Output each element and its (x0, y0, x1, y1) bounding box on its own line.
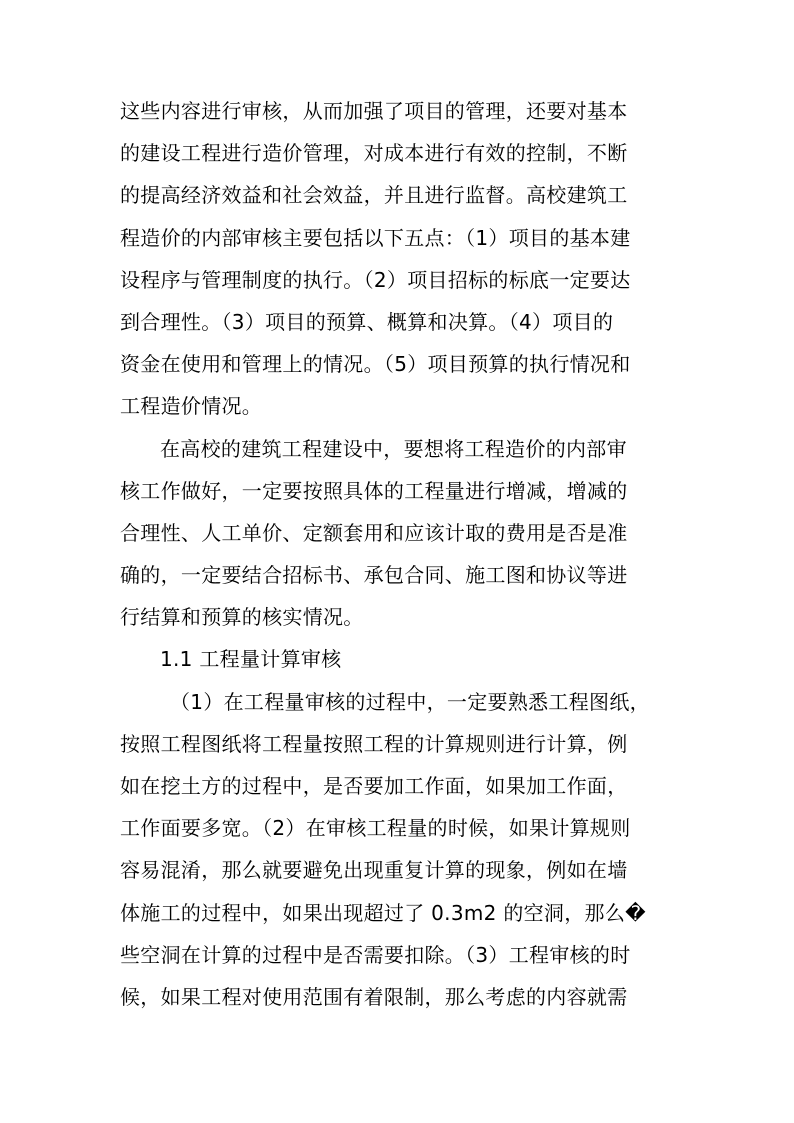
body-text (120, 90, 676, 1018)
text-line: 的建设工程进行造价管理，对成本进行有效的控制，不断 (120, 141, 628, 166)
text-line: 行结算和预算的核实情况。 (120, 605, 364, 630)
text-line: 体施工的过程中，如果出现超过了 0.3m2 的空洞，那么� (120, 900, 646, 925)
section-heading: 1.1 工程量计算审核 (160, 647, 342, 672)
text-line: 合理性、人工单价、定额套用和应该计取的费用是否是准 (120, 520, 628, 545)
text-line: 工作面要多宽。（2）在审核工程量的时候，如果计算规则 (120, 816, 631, 841)
text-line: 按照工程图纸将工程量按照工程的计算规则进行计算，例 (120, 731, 628, 756)
text-line: 工程造价情况。 (120, 394, 263, 419)
text-line: 些空洞在计算的过程中是否需要扣除。（3）工程审核的时 (120, 942, 631, 967)
text-line: 如在挖土方的过程中，是否要加工作面，如果加工作面， (120, 774, 628, 798)
text-line: 容易混淆，那么就要避免出现重复计算的现象，例如在墙 (120, 858, 628, 883)
text-line: 到合理性。（3）项目的预算、概算和决算。（4）项目的 (120, 309, 614, 334)
text-line: 的提高经济效益和社会效益，并且进行监督。高校建筑工 (120, 183, 628, 208)
text-line: 程造价的内部审核主要包括以下五点：（1）项目的基本建 (120, 225, 631, 250)
paragraph-start-line: 在高校的建筑工程建设中，要想将工程造价的内部审 (160, 436, 627, 461)
text-line: 资金在使用和管理上的情况。（5）项目预算的执行情况和 (120, 352, 631, 377)
paragraph-start-line: （1）在工程量审核的过程中，一定要熟悉工程图纸， (170, 689, 650, 714)
text-line: 设程序与管理制度的执行。（2）项目招标的标底一定要达 (120, 267, 631, 292)
text-line: 候，如果工程对使用范围有着限制，那么考虑的内容就需 (120, 984, 628, 1009)
text-line: 这些内容进行审核，从而加强了项目的管理，还要对基本 (120, 99, 628, 123)
text-line: 核工作做好，一定要按照具体的工程量进行增减，增减的 (120, 478, 628, 503)
text-line: 确的，一定要结合招标书、承包合同、施工图和协议等进 (120, 563, 628, 588)
